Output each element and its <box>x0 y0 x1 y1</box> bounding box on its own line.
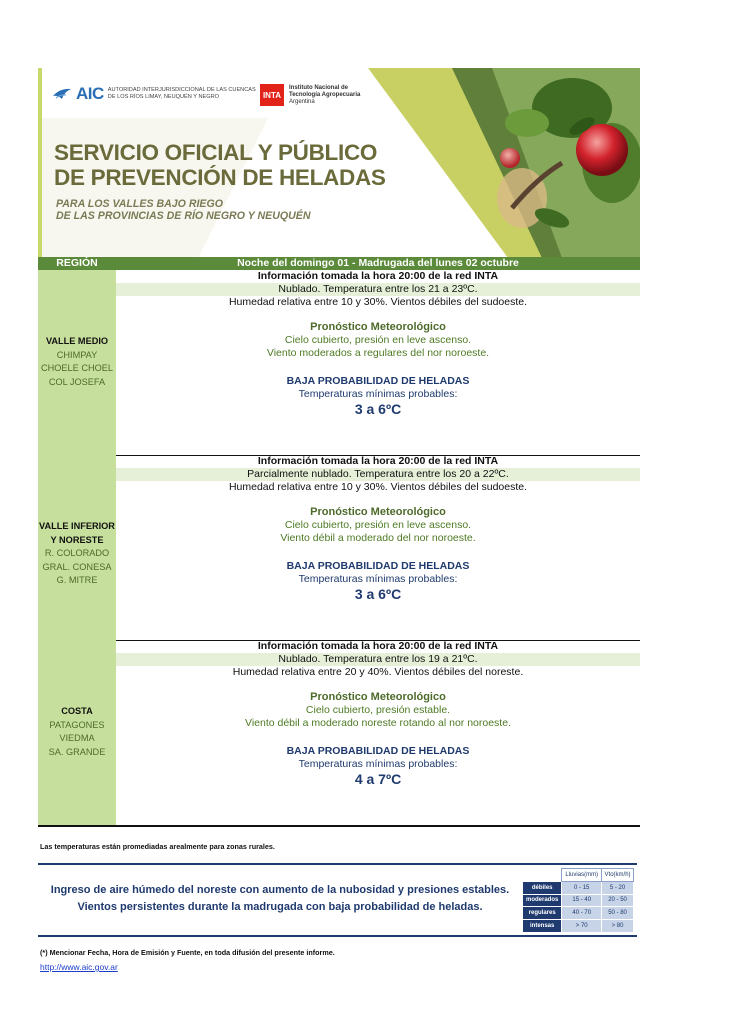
legend-col-rain: Lluvias(mm) <box>562 869 602 882</box>
legend-rain: > 70 <box>562 920 602 933</box>
header-region: REGIÓN <box>56 257 98 269</box>
legend-row <box>523 920 634 933</box>
region-content <box>116 455 640 641</box>
region-labels <box>38 335 116 389</box>
region-column <box>38 455 116 641</box>
legend-row <box>523 907 634 920</box>
forecast-line-1: Cielo cubierto, presión en leve ascenso. <box>284 519 472 531</box>
region-labels <box>38 520 116 588</box>
forecast-title: Pronóstico Meteorológico <box>310 321 446 333</box>
region-place: COL JOSEFA <box>48 376 106 387</box>
legend-label: intensas <box>523 920 562 933</box>
region-column <box>38 640 116 826</box>
region-name-line-2: Y NORESTE <box>50 534 104 545</box>
legend-rain: 0 - 15 <box>562 881 602 894</box>
min-temp-value: 3 a 6ºC <box>354 401 402 417</box>
legend-wind: > 80 <box>602 920 634 933</box>
summary-message <box>38 882 522 916</box>
averaging-note: Las temperaturas están promediadas arealmente para zonas rurales. <box>40 842 275 851</box>
forecast-line-1: Cielo cubierto, presión estable. <box>305 704 451 716</box>
region-content <box>116 640 640 826</box>
observation-2: Humedad relativa entre 20 y 40%. Vientos débiles del noreste. <box>232 666 524 678</box>
aic-website-link[interactable]: http://www.aic.gov.ar <box>40 962 118 972</box>
legend-label: regulares <box>523 907 562 920</box>
observation-1: Nublado. Temperatura entre los 21 a 23ºC. <box>278 283 478 295</box>
region-place: SA. GRANDE <box>48 746 106 757</box>
region-place: CHIMPAY <box>56 349 98 360</box>
subtitle-line-2: DE LAS PROVINCIAS DE RÍO NEGRO Y NEUQUÉN <box>56 210 311 222</box>
legend-wind: 50 - 80 <box>602 907 634 920</box>
summary-box <box>38 863 637 937</box>
min-temp-label: Temperaturas mínimas probables: <box>298 758 458 770</box>
region-place: CHOELE CHOEL <box>41 363 113 373</box>
title-line-2: DE PREVENCIÓN DE HELADAS <box>54 165 386 190</box>
info-header: Información tomada la hora 20:00 de la red INTA <box>257 270 499 282</box>
intensity-legend <box>522 868 634 933</box>
header-period: Noche del domingo 01 - Madrugada del lunes 02 octubre <box>237 257 519 269</box>
legend-header-row <box>523 869 634 882</box>
frost-probability: BAJA PROBABILIDAD DE HELADAS <box>286 560 470 572</box>
forecast-line-2: Viento débil a moderado del nor noroeste. <box>280 532 476 544</box>
legend-rain: 15 - 40 <box>562 894 602 907</box>
legend-col-wind: Vto(km/h) <box>602 869 634 882</box>
region-place: PATAGONES <box>49 719 105 730</box>
region-name: COSTA <box>61 706 93 716</box>
min-temp-label: Temperaturas mínimas probables: <box>298 388 458 400</box>
legend-wind: 20 - 50 <box>602 894 634 907</box>
min-temp-label: Temperaturas mínimas probables: <box>298 573 458 585</box>
aic-mark: AIC <box>76 84 104 103</box>
region-content <box>116 270 640 456</box>
forecast-line-2: Viento débil a moderado noreste rotando al nor noroeste. <box>245 717 511 729</box>
legend-row <box>523 881 634 894</box>
banner-accent-bar <box>38 68 42 258</box>
region-place: GRAL. CONESA <box>42 561 112 572</box>
forecast-line-2: Viento moderados a regulares del nor noroeste. <box>266 347 490 359</box>
legend-corner <box>523 869 562 882</box>
region-column <box>38 270 116 456</box>
subtitle-line-1: PARA LOS VALLES BAJO RIEGO <box>56 198 223 210</box>
summary-line-2: Vientos persistentes durante la madrugada con baja probabilidad de heladas. <box>77 901 483 913</box>
inta-logo <box>260 84 379 106</box>
region-block <box>38 270 640 456</box>
legend-label: moderados <box>523 894 562 907</box>
inta-name <box>289 85 379 106</box>
min-temp-value: 3 a 6ºC <box>354 586 402 602</box>
apple-tree-photo <box>452 68 640 258</box>
inta-mark: INTA <box>260 84 284 106</box>
legend-rain: 40 - 70 <box>562 907 602 920</box>
inta-country: Argentina <box>289 98 315 105</box>
aic-name: AUTORIDAD INTERJURISDICCIONAL DE LAS CUENCAS DE LOS RÍOS LIMAY, NEUQUÉN Y NEGRO <box>107 87 256 100</box>
legend-wind: 5 - 20 <box>602 881 634 894</box>
region-name: VALLE MEDIO <box>45 336 109 346</box>
frost-probability: BAJA PROBABILIDAD DE HELADAS <box>286 745 470 757</box>
observation-2: Humedad relativa entre 10 y 30%. Vientos débiles del sudoeste. <box>228 296 528 308</box>
page-subtitle <box>56 198 311 222</box>
aic-bird-icon <box>52 86 72 102</box>
observation-1: Parcialmente nublado. Temperatura entre los 20 a 22ºC. <box>247 468 509 480</box>
forecast-title: Pronóstico Meteorológico <box>310 506 446 518</box>
aic-logo <box>52 84 258 104</box>
region-block <box>38 640 640 826</box>
summary-line-1: Ingreso de aire húmedo del noreste con aumento de la nubosidad y presiones estables. <box>50 884 510 896</box>
observation-1: Nublado. Temperatura entre los 19 a 21ºC. <box>278 653 478 665</box>
region-name-line-1: VALLE INFERIOR <box>39 521 115 531</box>
min-temp-value: 4 a 7ºC <box>354 771 402 787</box>
page-title <box>54 140 386 190</box>
info-header: Información tomada la hora 20:00 de la red INTA <box>257 640 499 652</box>
region-place: R. COLORADO <box>44 548 110 558</box>
legend-row <box>523 894 634 907</box>
table-header <box>38 257 640 270</box>
region-place: G. MITRE <box>56 575 98 585</box>
table-bottom-border <box>38 825 640 827</box>
region-labels <box>38 705 116 759</box>
observation-2: Humedad relativa entre 10 y 30%. Vientos débiles del sudoeste. <box>228 481 528 493</box>
forecast-line-1: Cielo cubierto, presión en leve ascenso. <box>284 334 472 346</box>
region-block <box>38 455 640 641</box>
info-header: Información tomada la hora 20:00 de la red INTA <box>257 455 499 467</box>
citation-note: (*) Mencionar Fecha, Hora de Emisión y Fuente, en toda difusión del presente informe. <box>40 948 335 957</box>
header-banner <box>38 68 640 258</box>
frost-probability: BAJA PROBABILIDAD DE HELADAS <box>286 375 470 387</box>
title-line-1: SERVICIO OFICIAL Y PÚBLICO <box>54 140 378 165</box>
forecast-title: Pronóstico Meteorológico <box>310 691 446 703</box>
inta-name-text: Instituto Nacional de Tecnología Agropecuaria <box>289 84 361 98</box>
region-place: VIEDMA <box>59 733 95 743</box>
legend-label: débiles <box>523 881 562 894</box>
